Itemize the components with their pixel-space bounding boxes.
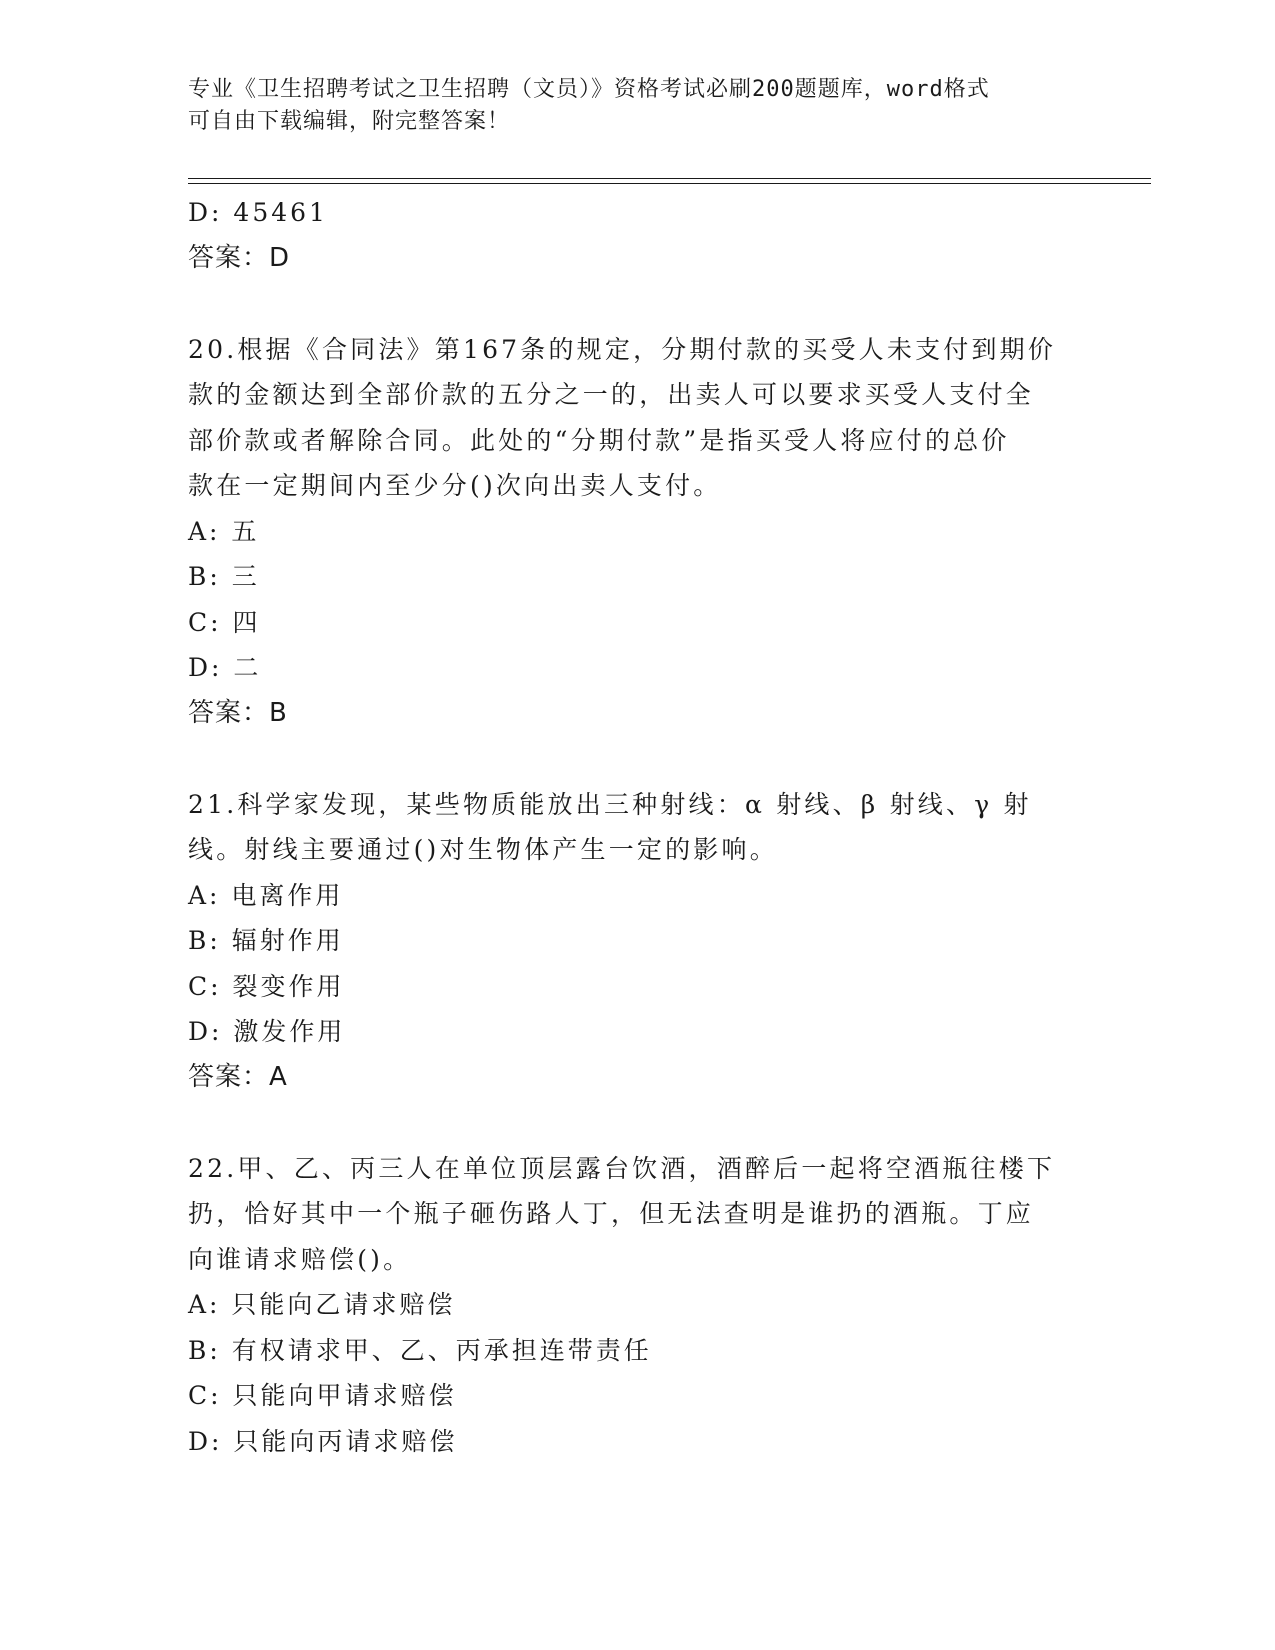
question-22 bbox=[188, 1146, 1088, 1465]
question-22-line-2: 扔，恰好其中一个瓶子砸伤路人丁，但无法查明是谁扔的酒瓶。丁应 bbox=[188, 1199, 1035, 1228]
question-20-option-b: B: 三 bbox=[188, 562, 260, 591]
header-line-1: 专业《卫生招聘考试之卫生招聘（文员）》资格考试必刷200题题库，word格式 bbox=[188, 77, 990, 102]
spacer bbox=[188, 1100, 1088, 1146]
question-20-option-d: D: 二 bbox=[188, 653, 262, 682]
question-20-line-3: 部价款或者解除合同。此处的“分期付款”是指买受人将应付的总价 bbox=[188, 425, 1010, 455]
header-divider-top bbox=[188, 178, 1151, 179]
question-20 bbox=[188, 327, 1088, 737]
question-22-option-d: D: 只能向丙请求赔偿 bbox=[188, 1426, 458, 1456]
question-22-option-c: C: 只能向甲请求赔偿 bbox=[188, 1381, 457, 1410]
question-21-answer: 答案：A bbox=[188, 1061, 288, 1092]
prev-option-d: D: 45461 bbox=[188, 198, 328, 227]
question-21-option-c: C: 裂变作用 bbox=[188, 971, 345, 1001]
question-20-line-2: 款的金额达到全部价款的五分之一的，出卖人可以要求买受人支付全 bbox=[188, 380, 1035, 409]
document-header bbox=[188, 74, 1068, 138]
header-line-2: 可自由下载编辑，附完整答案！ bbox=[188, 109, 511, 134]
prev-answer: 答案：D bbox=[188, 242, 291, 273]
question-21-option-a: A: 电离作用 bbox=[188, 880, 344, 910]
spacer bbox=[188, 736, 1088, 782]
question-21 bbox=[188, 782, 1088, 1101]
question-21-option-b: B: 辐射作用 bbox=[188, 926, 344, 955]
question-20-option-c: C: 四 bbox=[188, 607, 261, 637]
question-21-option-d: D: 激发作用 bbox=[188, 1017, 346, 1046]
question-20-option-a: A: 五 bbox=[188, 516, 260, 546]
question-20-line-1: 20.根据《合同法》第167条的规定，分期付款的买受人未支付到期价 bbox=[188, 334, 1057, 364]
question-22-line-1: 22.甲、乙、丙三人在单位顶层露台饮酒，酒醉后一起将空酒瓶往楼下 bbox=[188, 1153, 1056, 1183]
question-21-line-1: 21.科学家发现，某些物质能放出三种射线：α 射线、β 射线、γ 射 bbox=[188, 789, 1032, 819]
question-20-line-4: 款在一定期间内至少分()次向出卖人支付。 bbox=[188, 471, 722, 500]
header-divider-bottom bbox=[188, 183, 1151, 184]
spacer bbox=[188, 281, 1088, 327]
question-22-line-3: 向谁请求赔偿()。 bbox=[188, 1244, 412, 1274]
question-22-option-b: B: 有权请求甲、乙、丙承担连带责任 bbox=[188, 1335, 652, 1365]
question-22-option-a: A: 只能向乙请求赔偿 bbox=[188, 1290, 456, 1319]
question-21-line-2: 线。射线主要通过()对生物体产生一定的影响。 bbox=[188, 835, 778, 864]
question-20-answer: 答案：B bbox=[188, 697, 288, 728]
document-body bbox=[188, 190, 1088, 1464]
